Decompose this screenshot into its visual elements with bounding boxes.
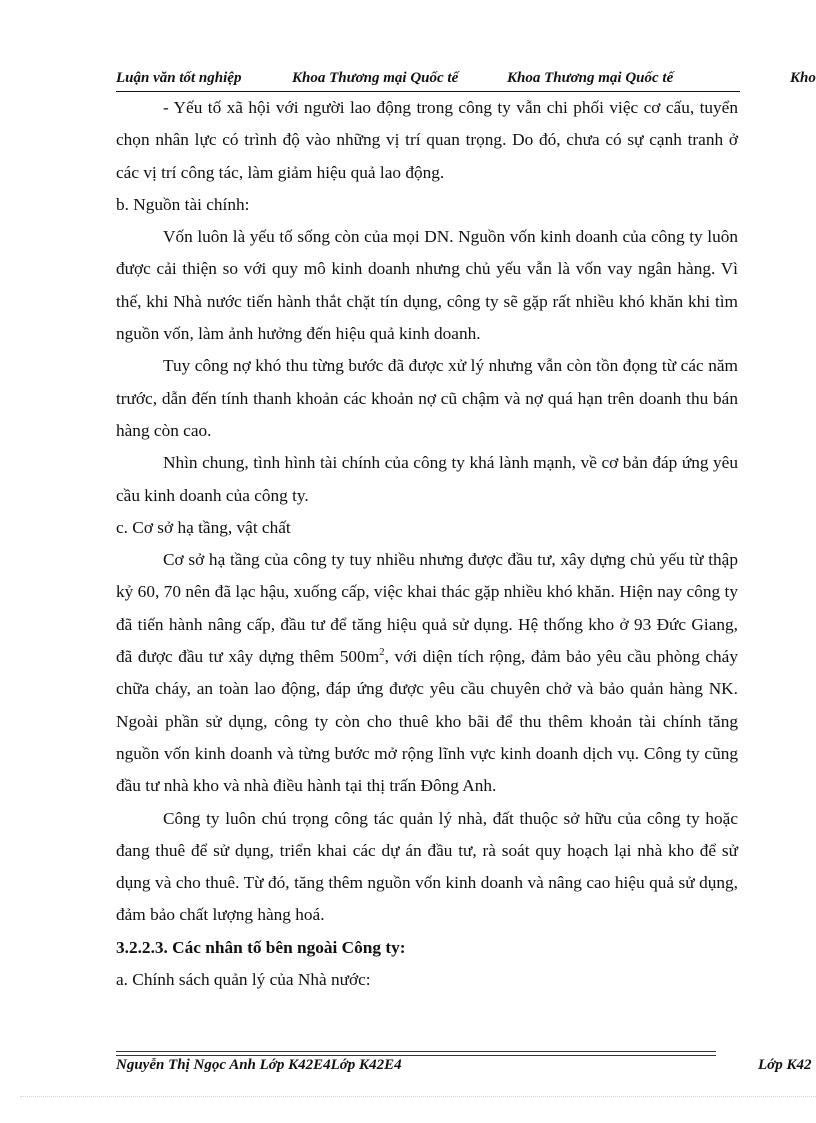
page-edge-divider	[20, 1096, 816, 1097]
header-thesis-label: Luận văn tốt nghiệp	[116, 70, 242, 86]
footer-author: Nguyễn Thị Ngọc Anh Lớp K42E4Lớp K42E4	[116, 1057, 402, 1073]
paragraph-infrastructure	[116, 544, 738, 802]
paragraph-finance-summary: Nhìn chung, tình hình tài chính của công ty khá lành mạnh, về cơ bản đáp ứng yêu cầu kinh doanh của công ty.	[116, 453, 738, 505]
paragraph-property-management: Công ty luôn chú trọng công tác quản lý nhà, đất thuộc sở hữu của công ty hoặc đang thuê để sử dụng, triển khai các dự án đầu tư, rà soát quy hoạch lại nhà kho để sử dụng và cho thuê. Từ đó, tăng thêm nguồn vốn kinh doanh và nâng cao hiệu quả sử dụng, đảm bảo chất lượng hàng hoá.	[116, 808, 738, 925]
heading-external-factors: 3.2.2.3. Các nhân tố bên ngoài Công ty:	[116, 937, 406, 957]
heading-finance: b. Nguồn tài chính:	[116, 194, 250, 214]
paragraph-infrastructure-part1: Cơ sở hạ tầng của công ty tuy nhiều nhưng được đầu tư, xây dựng chủ yếu từ thập kỷ 60, 70 nên đã lạc hậu, xuống cấp, việc khai thác gặp nhiều khó khăn. Hiện nay công ty đã tiến hành nâng cấp, đầu tư để tăng hiệu quả sử dụng. Hệ thống kho ở 93 Đức Giang, đã được đầu tư xây dựng thêm 500m	[116, 550, 738, 667]
document-body	[116, 92, 738, 996]
footer-rule	[116, 1051, 716, 1056]
paragraph-social-factor: - Yếu tố xã hội với người lao động trong công ty vẫn chi phối việc cơ cấu, tuyển chọn nhân lực có trình độ vào những vị trí quan trọng. Do đó, chưa có sự cạnh tranh ở các vị trí công tác, làm giảm hiệu quả lao động.	[116, 98, 738, 182]
heading-state-policy: a. Chính sách quản lý của Nhà nước:	[116, 970, 371, 990]
heading-infrastructure: c. Cơ sở hạ tầng, vật chất	[116, 517, 291, 537]
header-faculty-label-repeat: Khoa Thương mại Quốc tế	[507, 70, 674, 86]
header-faculty-label-cut: Kho	[790, 70, 816, 86]
header-faculty-label: Khoa Thương mại Quốc tế	[292, 70, 459, 86]
page-footer	[116, 1057, 816, 1079]
footer-class: Lớp K42	[758, 1057, 812, 1073]
superscript-squared: 2	[379, 646, 385, 659]
paragraph-debt: Tuy công nợ khó thu từng bước đã được xử lý nhưng vẫn còn tồn đọng từ các năm trước, dẫn đến tính thanh khoản các khoản nợ cũ chậm và nợ quá hạn trên doanh thu bán hàng còn cao.	[116, 356, 738, 440]
paragraph-capital: Vốn luôn là yếu tố sống còn của mọi DN. Nguồn vốn kinh doanh của công ty luôn được cải thiện so với quy mô kinh doanh nhưng chủ yếu vẫn là vốn vay ngân hàng. Vì thế, khi Nhà nước tiến hành thắt chặt tín dụng, công ty sẽ gặp rất nhiều khó khăn khi tìm nguồn vốn, làm ảnh hưởng đến hiệu quả kinh doanh.	[116, 227, 738, 344]
page-header	[116, 70, 816, 92]
paragraph-infrastructure-part2: , với diện tích rộng, đảm bảo yêu cầu phòng cháy chữa cháy, an toàn lao động, đáp ứng được yêu cầu chuyên chở và bảo quản hàng NK. Ngoài phần sử dụng, công ty còn cho thuê kho bãi để thu thêm khoản tài chính tăng nguồn vốn kinh doanh và từng bước mở rộng lĩnh vực kinh doanh dịch vụ. Công ty cũng đầu tư nhà kho và nhà điều hành tại thị trấn Đông Anh.	[116, 647, 738, 796]
